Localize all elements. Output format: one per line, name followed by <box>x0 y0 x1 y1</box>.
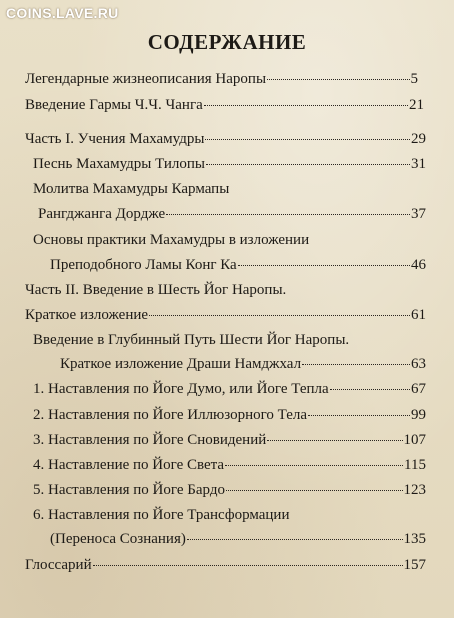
toc-leader <box>267 440 402 441</box>
toc-leader <box>238 265 410 266</box>
toc-leader <box>93 565 403 566</box>
toc-entry-page: 37 <box>411 206 426 222</box>
page-title: СОДЕРЖАНИЕ <box>147 30 307 54</box>
toc-entry <box>33 481 426 499</box>
toc-entry-page: 107 <box>403 432 426 448</box>
toc-entry <box>38 205 426 223</box>
toc-entry-title: Введение в Глубинный Путь Шести Йог Наропы. <box>33 332 350 348</box>
toc-leader <box>267 79 409 80</box>
toc-entry <box>25 281 286 299</box>
toc-entry <box>33 331 349 349</box>
toc-leader <box>226 490 403 491</box>
toc-entry-title: Преподобного Ламы Конг Ка <box>50 257 237 273</box>
toc-entry-title: Рангджанга Дордже <box>38 206 166 222</box>
toc-leader <box>225 465 403 466</box>
toc-entry <box>25 556 426 574</box>
toc-entry <box>25 70 418 88</box>
toc-entry-title: Основы практики Махамудры в изложении <box>33 232 310 248</box>
toc-entry <box>60 355 426 373</box>
toc-leader <box>302 364 410 365</box>
toc-entry <box>33 180 229 198</box>
toc-entry-title: Введение Гармы Ч.Ч. Чанга <box>25 97 203 113</box>
toc-entry-page: 115 <box>404 457 426 473</box>
toc-entry-title: Глоссарий <box>25 557 92 573</box>
toc-entry-title: 6. Наставления по Йоге Трансформации <box>33 507 290 523</box>
toc-entry <box>50 530 426 548</box>
toc-entry-page: 63 <box>411 356 426 372</box>
toc-entry <box>33 431 426 449</box>
toc-leader <box>149 315 410 316</box>
toc-entry-title: 1. Наставления по Йоге Думо, или Йоге Тепла <box>33 381 329 397</box>
toc-leader <box>204 105 408 106</box>
toc-entry-title: Молитва Махамудры Кармапы <box>33 181 230 197</box>
toc-entry-title: (Переноса Сознания) <box>50 531 186 547</box>
toc-entry-title: 2. Наставления по Йоге Иллюзорного Тела <box>33 407 308 423</box>
toc-entry-page: 67 <box>411 381 426 397</box>
toc-entry <box>33 231 309 249</box>
toc-entry <box>33 406 426 424</box>
toc-entry <box>50 256 426 274</box>
toc-entry-title: 4. Наставление по Йоге Света <box>33 457 225 473</box>
toc-entry <box>25 96 424 114</box>
toc-entry-page: 29 <box>411 131 426 147</box>
toc-entry-title: 5. Наставления по Йоге Бардо <box>33 482 225 498</box>
toc-entry-title: Краткое изложение <box>25 307 149 323</box>
toc-leader <box>330 389 410 390</box>
toc-entry-page: 123 <box>403 482 426 498</box>
toc-entry-page: 157 <box>403 557 426 573</box>
toc-entry <box>33 506 290 524</box>
toc-entry-title: Краткое изложение Драши Намджхал <box>60 356 302 372</box>
toc-leader <box>308 415 410 416</box>
toc-entry-title: Легендарные жизнеописания Наропы <box>25 71 267 87</box>
toc-entry-page: 31 <box>411 156 426 172</box>
toc-entry-page: 135 <box>403 531 426 547</box>
toc-entry <box>33 380 426 398</box>
toc-leader <box>206 164 410 165</box>
toc-entry <box>33 155 426 173</box>
toc-entry-title: Часть II. Введение в Шесть Йог Наропы. <box>25 282 287 298</box>
toc-entry <box>33 456 426 474</box>
toc-entry <box>25 130 426 148</box>
toc-leader <box>187 539 403 540</box>
toc-entry-page: 21 <box>409 97 424 113</box>
toc-entry-page: 46 <box>411 257 426 273</box>
toc-entry <box>25 306 426 324</box>
toc-entry-title: Песнь Махамудры Тилопы <box>33 156 206 172</box>
toc-entry-page: 61 <box>411 307 426 323</box>
toc-entry-page: 99 <box>411 407 426 423</box>
toc-entry-title: 3. Наставления по Йоге Сновидений <box>33 432 267 448</box>
toc-leader <box>205 139 410 140</box>
toc-leader <box>166 214 410 215</box>
watermark: COINS.LAVE.RU <box>6 5 119 21</box>
toc-entry-page: 5 <box>410 71 418 87</box>
toc-entry-title: Часть I. Учения Махамудры <box>25 131 205 147</box>
